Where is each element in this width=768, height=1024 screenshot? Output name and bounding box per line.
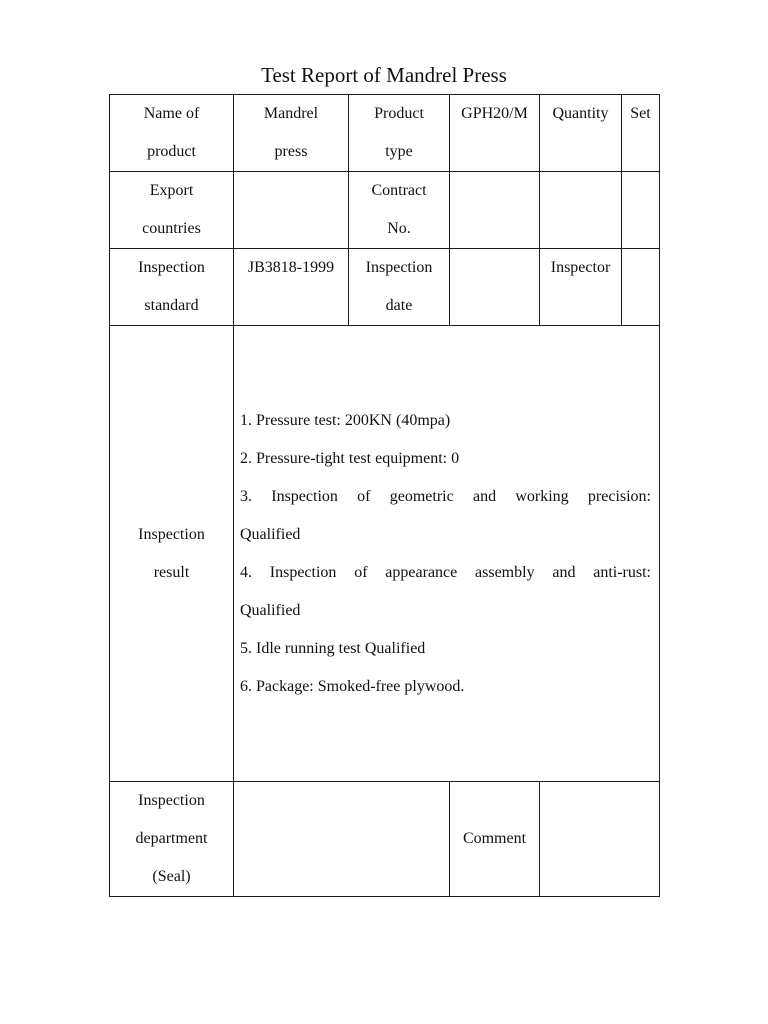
inspection-standard-label-line2: standard bbox=[144, 297, 199, 314]
product-type-label-cell bbox=[349, 95, 450, 172]
contract-no-label-line2: No. bbox=[387, 220, 411, 237]
inspection-date-value-cell bbox=[450, 249, 540, 326]
inspection-standard-value: JB3818-1999 bbox=[247, 259, 335, 276]
contract-no-label-line1: Contract bbox=[371, 182, 427, 199]
quantity-label-cell bbox=[540, 95, 622, 172]
inspection-standard-label-line1: Inspection bbox=[138, 259, 205, 276]
inspection-result-label-cell bbox=[110, 326, 234, 782]
row2-empty-cell-6 bbox=[622, 172, 660, 249]
name-of-product-label-cell bbox=[110, 95, 234, 172]
row-product bbox=[110, 95, 660, 172]
row-inspection-result bbox=[110, 326, 660, 782]
result-item-1: 1. Pressure test: 200KN (40mpa) bbox=[240, 411, 451, 429]
result-item-3: 3. Inspection of geometric and working precision: bbox=[240, 487, 651, 505]
product-name-value-cell bbox=[234, 95, 349, 172]
quantity-label: Quantity bbox=[552, 105, 609, 122]
export-countries-label-line2: countries bbox=[142, 220, 201, 237]
inspection-report-table bbox=[109, 94, 660, 897]
inspector-label: Inspector bbox=[550, 259, 611, 276]
inspection-result-list bbox=[234, 402, 659, 706]
document-title: Test Report of Mandrel Press bbox=[261, 63, 507, 87]
product-type-value: GPH20/M bbox=[461, 105, 528, 122]
inspection-result-label-line1: Inspection bbox=[138, 525, 205, 543]
inspection-date-label-line2: date bbox=[385, 297, 413, 314]
result-item-5: 5. Idle running test Qualified bbox=[240, 639, 426, 657]
row2-empty-cell-5 bbox=[540, 172, 622, 249]
inspection-standard-value-cell bbox=[234, 249, 349, 326]
result-item-4: 4. Inspection of appearance assembly and anti-rust: bbox=[240, 563, 651, 581]
comment-label-cell bbox=[450, 782, 540, 897]
row-inspection-department bbox=[110, 782, 660, 897]
comment-label: Comment bbox=[462, 830, 527, 847]
quantity-unit-cell bbox=[622, 95, 660, 172]
result-item-4-verdict: Qualified bbox=[240, 601, 301, 619]
inspection-department-label-line1: Inspection bbox=[138, 792, 205, 809]
inspection-result-content-cell bbox=[234, 326, 660, 782]
export-countries-label-line1: Export bbox=[149, 182, 194, 199]
contract-no-label-cell bbox=[349, 172, 450, 249]
inspector-value-cell bbox=[622, 249, 660, 326]
inspection-date-label-line1: Inspection bbox=[365, 259, 433, 276]
product-name-value-line1: Mandrel bbox=[263, 105, 319, 122]
contract-no-value-cell bbox=[450, 172, 540, 249]
inspection-department-label-cell bbox=[110, 782, 234, 897]
inspection-date-label-cell bbox=[349, 249, 450, 326]
product-name-value-line2: press bbox=[274, 143, 308, 160]
inspection-standard-label-cell bbox=[110, 249, 234, 326]
inspection-department-label-line3: (Seal) bbox=[152, 868, 191, 885]
row-export bbox=[110, 172, 660, 249]
name-of-product-label-line1: Name of bbox=[143, 105, 200, 122]
quantity-unit: Set bbox=[630, 105, 651, 122]
inspection-department-label-line2: department bbox=[135, 830, 208, 847]
result-item-6: 6. Package: Smoked-free plywood. bbox=[240, 677, 465, 695]
inspection-department-seal-cell bbox=[234, 782, 450, 897]
row-inspection-standard bbox=[110, 249, 660, 326]
export-countries-value-cell bbox=[234, 172, 349, 249]
result-item-3-verdict: Qualified bbox=[240, 525, 301, 543]
product-type-value-cell bbox=[450, 95, 540, 172]
result-item-2: 2. Pressure-tight test equipment: 0 bbox=[240, 449, 460, 467]
name-of-product-label-line2: product bbox=[147, 143, 196, 160]
product-type-label-line2: type bbox=[385, 143, 413, 160]
export-countries-label-cell bbox=[110, 172, 234, 249]
inspector-label-cell bbox=[540, 249, 622, 326]
product-type-label-line1: Product bbox=[374, 105, 424, 122]
comment-value-cell bbox=[540, 782, 660, 897]
inspection-result-label-line2: result bbox=[153, 563, 190, 581]
